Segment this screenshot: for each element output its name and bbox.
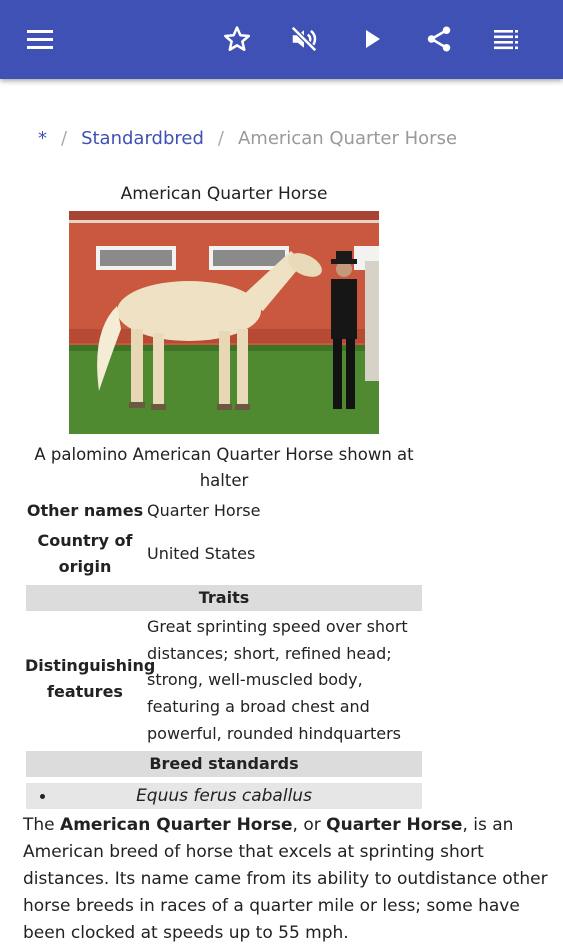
share-button[interactable] xyxy=(419,19,459,59)
share-icon xyxy=(424,24,454,54)
mute-icon xyxy=(289,24,319,54)
row-label: Other names xyxy=(26,501,144,520)
infobox-row-other-names xyxy=(25,498,423,526)
menu-button[interactable] xyxy=(20,19,60,59)
article-text: , or xyxy=(292,815,327,835)
row-label: Distinguishing features xyxy=(25,656,156,701)
play-button[interactable] xyxy=(352,19,392,59)
row-value: United States xyxy=(147,544,256,563)
article-bold-term: American Quarter Horse xyxy=(60,815,293,835)
breed-standards-item xyxy=(26,783,422,809)
article-body xyxy=(23,812,548,947)
row-value: Great sprinting speed over short distances; short, refined head; strong, well-muscled body, featuring a broad chest and powerful, rounded hindquarters xyxy=(147,617,408,743)
article-text: The xyxy=(23,815,61,835)
infobox-title: American Quarter Horse xyxy=(120,184,328,204)
breadcrumb-current: American Quarter Horse xyxy=(237,128,458,149)
breadcrumb-home[interactable]: * xyxy=(38,128,47,149)
photo-caption: A palomino American Quarter Horse shown at halter xyxy=(34,445,414,490)
infobox-row-distinguishing-features xyxy=(25,614,423,750)
article-bold-term: Quarter Horse xyxy=(326,815,463,835)
app-toolbar xyxy=(0,0,563,79)
contents-button[interactable] xyxy=(487,19,527,59)
breadcrumb-separator: / xyxy=(61,128,68,149)
row-label: Country of origin xyxy=(37,531,133,576)
breed-standards-text: Equus ferus caballus xyxy=(136,786,312,806)
play-icon xyxy=(360,27,384,51)
breadcrumb-separator: / xyxy=(217,128,224,149)
menu-icon xyxy=(26,28,54,50)
row-value: Quarter Horse xyxy=(147,501,261,520)
favorite-button[interactable] xyxy=(217,19,257,59)
breadcrumb-parent[interactable]: Standardbred xyxy=(81,128,204,149)
breed-standards-header: Breed standards xyxy=(26,751,422,777)
horse-photo[interactable] xyxy=(69,211,379,434)
infobox xyxy=(25,180,423,806)
contents-icon xyxy=(493,27,521,51)
infobox-row-country xyxy=(25,528,423,582)
mute-button[interactable] xyxy=(284,19,324,59)
article-text: , is an American breed of horse that excels at sprinting short distances. Its name came from its ability to outdistance other horse breeds in races of a quarter mile or less; some have been clocked at speeds up to 55 mph. xyxy=(23,815,548,943)
star-icon xyxy=(222,24,252,54)
breadcrumb xyxy=(38,128,457,149)
traits-header: Traits xyxy=(26,585,422,611)
